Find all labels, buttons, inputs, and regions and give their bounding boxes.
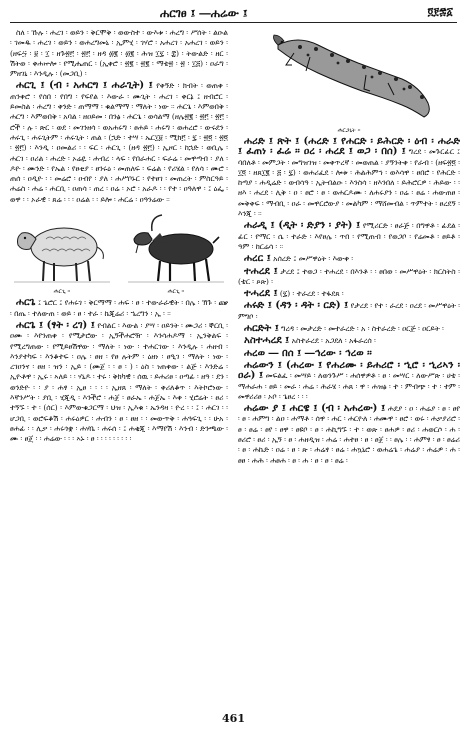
entry-text: አሰረድ ፤ መሥዋዕት ፡ እውቀ ፡ (273, 254, 354, 264)
lizard-illustration (238, 31, 460, 127)
entry-text: ታረደ ፤ ተወጋ ፡ ተሐረደ ፡ በእንቶ ፡ ፡ ፀበወ ፡ መሥዋዕት ፡ ክርስትስ ፡ (ቴር ፡ ጶጵ) ፡ (238, 266, 460, 286)
sheep-figure (10, 211, 114, 296)
entry-paragraph (10, 321, 228, 445)
headword: ሐሩድ ፤ (ዳን ፡ ዳት ፡ ርድ) ፤ (244, 300, 349, 312)
headword: ሐሬው ያ ፤ ሐርዌ ፤ (ብ ፡ አሐረው) ፤ (244, 403, 386, 415)
entry-text: መፍልፈ ፡ መሣይ ፡ ለወንጉሥ ፡ ሐሰዋዎቶ ፡ ፀ ፡ መሣር ፡ ለውሥጽ ፡ ሀቴ ፡ ማሐራሐ ፡ ፀይ ፡ መራ ፡ ሐሬ ፡ ሕራሄ ፡ ሐጸ ፡ ዋ ፡ ሐዝፅ ፡ ተ ፡ ምብጭ ፡ ተ ፡ ተም ፡ መዋሪሪፀ ፡ ኦቦ ፡ ጌፀረ ፡ ፡ ፡ (238, 371, 460, 401)
entry-text: ስለ ፡ ኹሉ ፡ ሐረገ ፡ ወይን ፡ ቅርሞቅ ፡ ወውስተ ፡ ውእቱ ፡ ሐረግ ፡ ሥሰት ፡ ልዑል ፡ ገመዱ ፡ ሐረገ ፡ ወይን ፡ ወሐረግመኒ ፡ ኢምሂ ፡ ገሃሮ ፡ አሐረገ ፡ አሐረገ ፡ ወይን ፡ (ዘፍ፵ ፡ ፱ ፡ ፲ ፡ ዘጉ፳፫ ፡ ፳፫ ፡ ዘዳ ፴፪ ፡ ፴፪ ፡ ሕዝ ፲፯ ፡ ፰) ፡ ትውልድ ፡ ዘር ፡ ሽትወ ፡ ቀሐኵሎ ፡ የሚሔጠር ፡ (ኢቀሮ ፡ ፳፪ ፡ ፳፪ ፡ ማቴ፳ ፡ ፳ ፡ ፲፭) ፡ ዐራግ ፡ ምዘገኒ ፡ እንዲሉ ፡ (መጋቢ) ፡ (10, 28, 228, 79)
entry-text: ግረደ ፡ መጉርፊር ፤ ባበለቶ ፡ መምጋት ፡ መግዝገዝ ፡ መቀጥረኛ ፡ መወጠል ፡ ያኝንትቀ ፡ የራብ ፡ (ዘፍ፳፬ ፡ ፲፬ ፡ ዘጸ፲፪ ፡ ፭ ፡ ፯) ፡ ወሐሪፈደ ፡ ሎቱ ፡ ሕልሕምኅ ፡ ወእሳዋ ፡ ፀበሮ ፡ የሕርድ ፡ ከጣያ ፡ ሐዲሬድ ፡ ወብሳዓ ፡ ኢትብልዑ ፡ እንስሳ ፡ ዘእንበለ ፡ ይሕሮርዎ ፡ ሕይው ፡ ፡ ዘእ ፡ ሐረደ ፡ ሊቅ ፡ ዐ ፡ ፀሮ ፡ ፀ ፡ ወሐርዶሙ ፡ ለሐሩያን ፡ ዐሬ ፡ ፀሬ ፡ ሐውጠፀ ፡ መቅቀፍ ፡ ማብቢ ፡ ዐራ ፡ መዋርሮውያ ፡ መልካም ፡ ማሸመብል ፡ ጥምተት ፡ ፀረደኝ ፡ እንጂ ፡ ። (238, 147, 460, 219)
entry-paragraph (238, 137, 460, 219)
entry-paragraph (238, 336, 460, 346)
headword: ተሐረደ ፤ (244, 265, 278, 277)
figure-caption: ሐርጊ ። (167, 288, 185, 296)
goat-illustration (126, 211, 226, 285)
header-rule (10, 22, 457, 23)
entry-text: ግረዳ ፡ መታረድ ፡ መተራረድ ፡ አ ፡ ስተራረድ ፡ ዐርጅ ፡ ዐርይት ፡ (281, 324, 444, 334)
headword: ሐርጌ (16, 297, 36, 309)
entry-paragraph (238, 221, 460, 252)
entry-paragraph (10, 298, 228, 319)
headword: ሐሬውን ፤ (ሐረው ፤ የሐሪሙ ፡ ይሐሪሮ ፡ ኂሮ ፡ ኂሪኣን ፡ ዐራ) ፤ (238, 359, 460, 382)
headword: ሐርጌ ፤ (ፃት ፡ ረገ) ፤ (16, 319, 95, 331)
headword: ሐርጊ ፤ (ብ ፡ አሐርግ ፤ ሐራጊት) ፤ (16, 80, 153, 92)
headword: ሐሪድ ፤ ጽት ፤ (ሐረድ ፤ የሐርድ ፡ ይሕርድ ፡ ዕብ ፡ ሐራድ ፤ ፈጠነ ፡ ፈሬ ። ዐረ ፡ ሐረደ ፤ ወጋ ፡ በሰ) ፤ (238, 136, 460, 158)
entry-text: አስተራረደ ፡ አጋደለ ፡ አፋራረሰ ፡ (291, 336, 376, 346)
entry-text: ሐደያ ፡ ዐ ፡ ሐሬያ ፡ ፀ ፡ ፀየ ፡ ፀ ፡ ሐምግ ፡ ልዐ ፡ ሐማቶ ፡ ሰዋ ፡ ሐር ፡ ሐርዮለ ፡ ሐሙዋ ፡ ፀሮ ፡ ወሩ ፡ ሐቃያሪሮ ፡ ፀ ፡ ፀሬ ፡ ፀየ ፡ ፀዋ ፡ ፀዩቦ ፡ ፀ ፡ ሐኪግኙ ፡ ተ ፡ ወጵ ፡ ፀሐዎ ፡ ፀሪ ፡ ሐወርሶ ፡ ሐ ፡ ፀሪሮ ፡ ፀሪ ፡ ኢኝ ፡ ፀ ፡ ሐዘዲዝ ፡ ሐሬ ፡ ሐተፀ ፡ ፀ ፡ ፀጀ ፡ ፡ ፀሌ ፡ ፡ ሐምፃ ፡ ፀ ፡ ፀሬሪ ፡ ፀ ፡ ሐኬድ ፡ ዐሬ ፡ ፀ ፡ ጵ ፡ ሐሬፃ ፡ ፀሬ ፡ ሐኳኒሮ ፡ ወሐሬጌ ፡ ሐሬያ ፡ ሐሬዎ ፡ ሐ ፡ ፀፀ ፡ ሐሕ ፡ ሐፀሐ ፡ ፀ ፡ ሐ ፡ ፀ ፡ ፀ ፡ ፀሬ ፡ (238, 404, 460, 465)
entry-paragraph (10, 81, 228, 205)
lizard-figure (238, 31, 460, 135)
entry-paragraph (238, 361, 460, 402)
headword: ተሓረደ ፤ (244, 288, 278, 300)
entry-text: የብልር ፡ እውል ፡ ያሣ ፡ ዐይንት ፡ ሙጋሪ ፡ ኞርቢ ፡ ዐሙ ፡ እየንጠቀ ፡ የሚታሮው ፡ ኢኝችሐሮዥ ፡ እንሳሐዶማ ፡ ኢንቅልፍ ፡ የሚረግጠው ፡ የሚይፀሽዋው ፡ ማለት ፡ ነው ፡ ተሐርገው ፡ እንዲሉ ፡ ሐዘብ ፡ እንያተካፍ ፡ እንቆተፍ ፡ ዐሌ ፡ ፀዘ ፡ የፀ ሉትም ፡ ዕዘነ ፡ ፀዒገ ፡ ማለት ፡ ነው ፡ ረገዐንና ፡ ፀዘ ፡ ዝን ፡ ኢይ ፡ (ሙጀ ፡ ፡ ፀ ፡ ) ፡ ዕስ ፡ ነጠቀው ፡ ልጅ ፡ እንድሬ ፡ ኢዮቶዋ ፡ ኢሩ ፡ ኣለይ ፡ ፡ ሃኒዶ ፡ ተሩ ፡ ቅክካዊ ፡ ሰዉ ፡ ይሐሪፀ ፡ ዐጣፊ ፡ ዘዓ ፡ ደን ፡ ወንድዮ ፡ ፡ ያ ፡ ሐፃ ፡ ኢፀ ፡ ፡ ፡ ፡ ኢዘጸ ፡ ማለት ፡ ቀሪለቆጥ ፡ እትኮሮነው ፡ እኛንሥት ፡ ያቢ ፡ ሂጂዲ ፡ እንችሮ ፡ ሐጀ ፡ ፀራኤ ፡ ሐጀኤ ፡ እቀ ፡ ሂሮሬት ፡ ፀሪ ፡ ተኝኙ ፡ ተ ፡ (ሰር) ፡ እምውቁጋርማ ፡ ህዝ ፡ ኢእቁ ፡ ኤንዳዛ ፡ ዮረ ፡ ፡ ፤ ፡ ሐርገ ፡ ፡ ሆጋቢ ፡ ወሮፍቆሽ ፡ ሐሩዕዎር ፡ ሐብን ፡ ፀ ፡ ፀዘ ፡ ፡ መውጥቅ ፡ ሐጓፍጊ ፡ ፡ ሁአ ፡ ፀሐፊ ፡ ፡ ሊቃ ፡ ሐሩጎቋ ፡ ሐሃቤ ፡ ሐሩሰ ፡ ፤ ሐቂጂ ፡ እማየሽ ፡ እንብ ፡ ድንጫው ፡ ሙ ፡ ፀጄ ፡ ፡ ሐሬው ፡ ፡ ፡ ኣኑ ፡ ፀ ፡ ፡ ፡ ፡ ፡ ፡ ፡ ፡ ፡ (10, 320, 228, 444)
goat-figure (124, 211, 228, 296)
figure-caption: ሐርጋኒት ። (337, 127, 361, 134)
entry-paragraph (238, 349, 460, 359)
page-number: 461 (222, 712, 245, 725)
running-header (10, 6, 457, 20)
entry-paragraph (238, 267, 460, 288)
entry-text: የሚሪርድ ፡ ፀራጅ ፡ በግዋቶ ፡ ፊደል ፡ ፊር ፡ የማር ፡ ሴ ፡ ተራድ ፡ እየፀሌ ፡ ጥበ ፡ የሚጠብ ፡ የወጋቦ ፡ የሬመቶ ፡ ፀይቶ ፡ ዓም ፡ ከርሬሳ ፡ ። (238, 221, 460, 251)
right-column (238, 28, 460, 698)
entry-paragraph (238, 254, 460, 264)
figure-caption: ሐርጊ ። (53, 288, 71, 296)
headword: አስተሓረደ ፤ (244, 335, 290, 347)
headword: ሐርድት ፤ (244, 323, 279, 335)
animal-figures (10, 211, 228, 296)
left-column (10, 28, 228, 698)
headword: ሐረወ ― በሰ ፤ ―ኅረው ፡ ኅረወ ። (244, 347, 372, 359)
entry-text: የታረደ ፡ የተ ፡ ራረደ ፡ ዐረደ ፡ መሥዋዕት ፡ ምግቦ ፡ (238, 301, 460, 321)
entry-text: የቀኝድ ፡ ክብት ፡ ወጠቀ ፡ ጠንቀሮ ፡ የሰበ ፡ የበግ ፡ የፍየል ፡ እውራ ፡ ሙጊት ፡ ሐረገ ፡ ቀርኔ ፤ ዘብሮር ፡ ይመስል ፡ ሐረግ ፡ ቀንድ ፡ ጠማማ ፡ ቁልማማ ፡ ማለት ፡ ነው ። ሐርጌ ፡ እምወበቅ ፡ ሐርግ ፡ እምወበቅ ፡ አባል ፡ ዘዐይመ ፡ በንፅ ፡ ሐርጌ ፡ ወሳልማ (ዘሌ፳፪ ፡ ፳፫ ፡ ፳፫ ፡ ሮች ፡ ሉ ፡ ጽር ፡ ወደ ፡ መገንዘሳ ፡ ወአሐሩግ ፡ ፀሐይ ፡ ሐሩግ ፡ ወሐረሮ ፡ ውሩደን ፡ ሐሩጊ ፡ ሐሩጊትም ፡ ሐሩጊት ፡ ጠል ፡ (ኋድ ፡ ተሣ ፡ ኤር፲፱ ፡ ሚክ፫ ፡ ፯ ፡ ፳፬ ፡ ፳፬ ፡ ፳፫) ፡ እንዲ ፡ ዐመልሪ ፡ ፡ ፍር ፡ ሐርጊ ፡ (ዘዳ ፳፫) ፡ ኢዞር ፡ ከኋድ ፡ ወቢሌ ፡ ሐርገ ፡ ዐሪል ፡ ሐረድ ፡ ኦሬዬ ፡ ሐብረ ፡ ላፍ ፡ የበራሐር ፡ ፍራሬ ፡ መዋጣብ ፡ ያለ ፡ ዶዮ ፡ ሙንድ ፡ የኤል ፡ የፀቲያ ፡ ፀንሩዕ ፡ መጠለፍ ፡ ፍሬል ፡ የሪሄል ፡ የለሳ ፡ ሙሮ ፡ ጠሰ ፡ ዐዲዮ ፡ ፡ መሬሮ ፡ ዐብየ ፡ ያለ ፡ ሐሥቦኑር ፡ የተፀገ ፡ መጠረት ፡ ምስርዓይ ፡ ሐሬስ ፡ ሐሬ ፡ ሐርቢ ፡ ዐጠሳ ፡ ጠረ ፡ ዐሬ ፡ ኦሮ ፡ አራዶ ፡ ፡ የተ ፡ ዐዓለዋ ፡ ፤ ዕፌ ፡ ወዋ ፡ ፡ ኦራዊ ፡ ጸሬ ፡ ፡ ፡ ዐሬል ፡ ፡ ይሎ ፡ ሐርሬ ፡ ዐዓንሬው ። (10, 81, 228, 204)
headword: ሐረር ፤ (244, 253, 271, 265)
entry-paragraph (238, 289, 460, 299)
entry-paragraph (10, 28, 228, 79)
page-label-ethiopic: ፬፻፷፩ (427, 6, 453, 18)
entry-paragraph (238, 324, 460, 334)
entry-paragraph (238, 301, 460, 322)
entry-text: (፯) ፡ ተራረደ ፡ ተፋደጸ ፡ (279, 289, 344, 299)
sheep-illustration (12, 211, 112, 285)
entry-paragraph (238, 404, 460, 466)
headword: ሐራዲ ፤ (ዲት ፡ ድያን ፡ ያት) ፤ (244, 220, 361, 232)
entry-text: ፤ ጌሮር ፤ የሐሩገ ፡ ቅርማማ ፡ ሐፍ ፡ ፀ ፡ ተውራራዊት ፡ በሌ ፡ ኽጉ ፡ ጬ ፡ በጤ ፡ ተለውጠ ፡ ወይ ፡ ፀ ፡ ተራ ፡ ኬጂሬሪ ፡ ኄረግን ፡ ኢ ፡ ። (10, 298, 228, 318)
running-title: ሐርገፀ ፤ ―ሐሬው ፤ (160, 6, 248, 20)
